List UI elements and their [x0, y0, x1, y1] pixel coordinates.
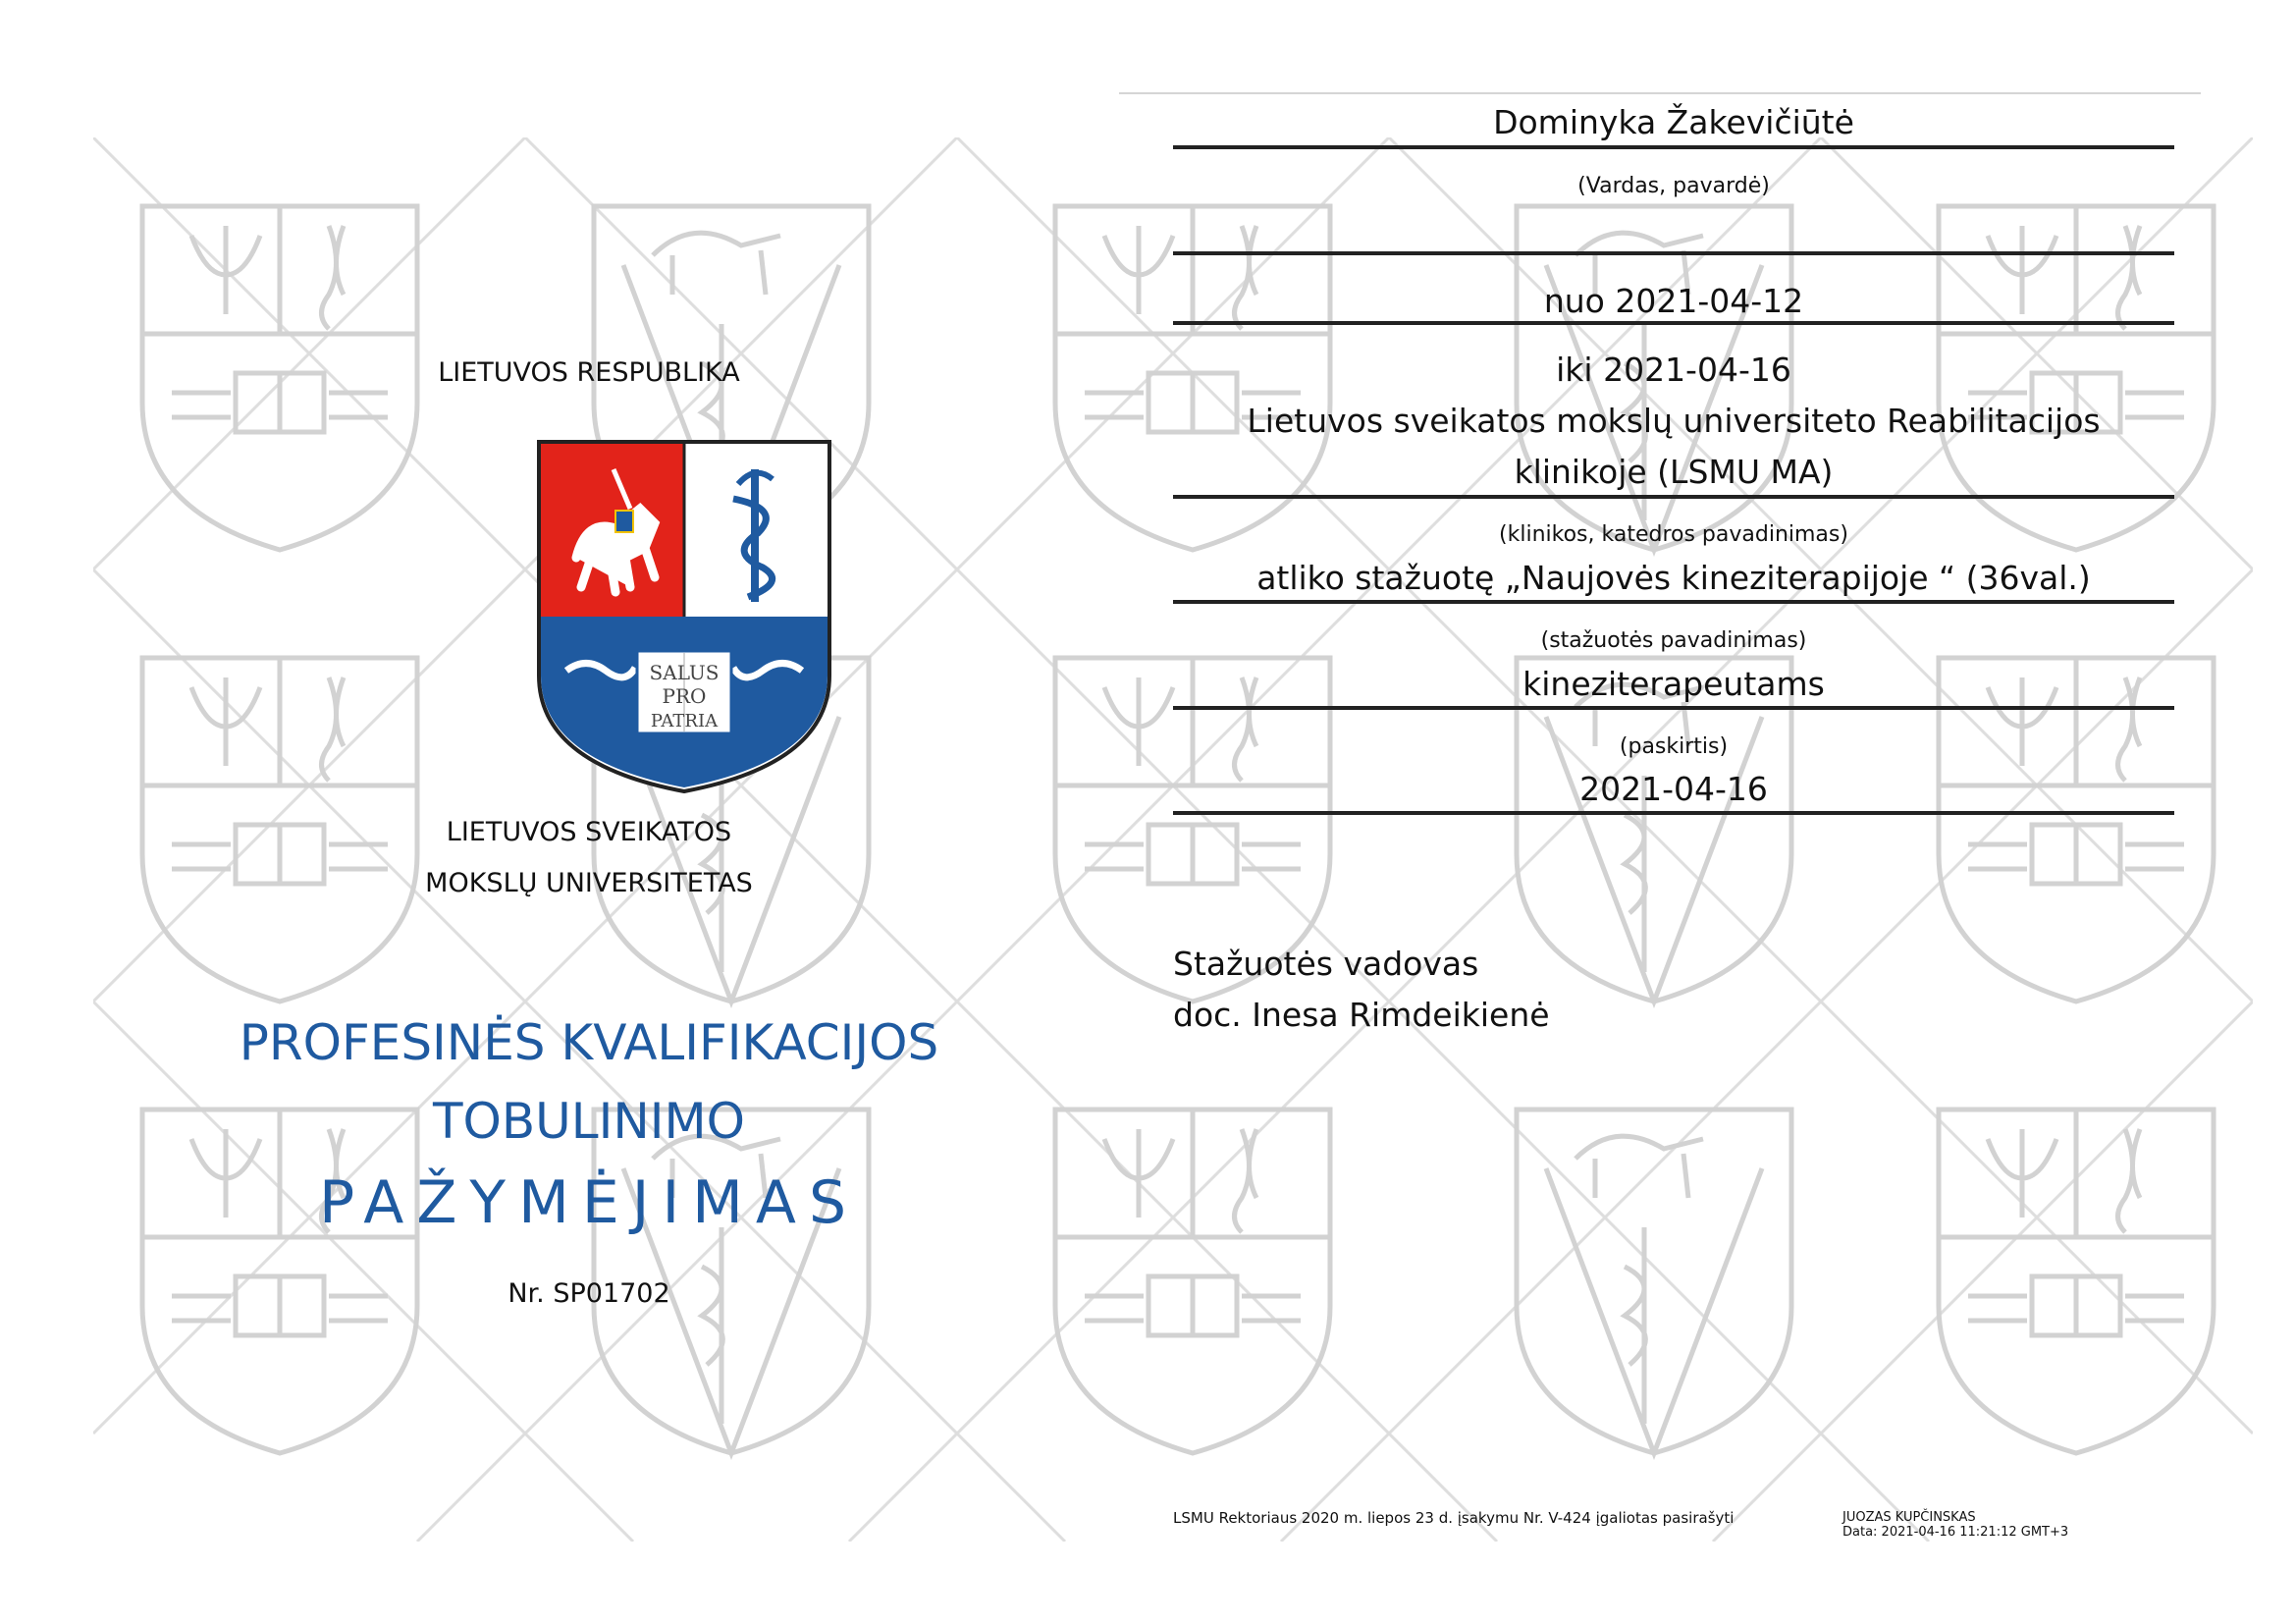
authorization-note: LSMU Rektoriaus 2020 m. liepos 23 d. įsakymu Nr. V-424 įgaliotas pasirašyti	[1173, 1509, 1735, 1527]
university-line-1: LIETUVOS SVEIKATOS	[446, 817, 732, 847]
internship-caption: (stažuotės pavadinimas)	[1540, 628, 1807, 653]
audience: kineziterapeutams	[1522, 665, 1825, 703]
country-name: LIETUVOS RESPUBLIKA	[438, 357, 740, 388]
clinic-line-1: Lietuvos sveikatos mokslų universiteto Reabilitacijos	[1247, 402, 2101, 440]
signer-name: JUOZAS KUPČINSKAS	[1842, 1510, 1976, 1525]
audience-underline	[1173, 706, 2174, 710]
university-crest	[537, 440, 831, 793]
date-from: nuo 2021-04-12	[1543, 282, 1804, 320]
page-top-divider	[1119, 92, 2201, 94]
title-line-2: TOBULINIMO	[432, 1093, 746, 1150]
date-from-underline	[1173, 321, 2174, 325]
university-name	[93, 807, 1085, 909]
title-line-1: PROFESINĖS KVALIFIKACIJOS	[239, 1014, 939, 1071]
university-line-2: MOKSLŲ UNIVERSITETAS	[425, 868, 753, 898]
clinic-caption: (klinikos, katedros pavadinimas)	[1499, 522, 1848, 547]
recipient-name: Dominyka Žakevičiūtė	[1493, 103, 1854, 141]
crest-motto-3: PATRIA	[650, 711, 719, 731]
certificate-title	[93, 1003, 1085, 1161]
supervisor-name: doc. Inesa Rimdeikienė	[1173, 996, 1550, 1034]
document-type: PAŽYMĖJIMAS	[318, 1168, 860, 1237]
audience-caption: (paskirtis)	[1619, 734, 1729, 759]
date-to: iki 2021-04-16	[1556, 351, 1791, 389]
name-caption: (Vardas, pavardė)	[1577, 174, 1770, 198]
e-signature	[1842, 1510, 2068, 1540]
certificate-number: Nr. SP01702	[507, 1278, 670, 1309]
issue-date: 2021-04-16	[1579, 770, 1768, 808]
name-underline	[1173, 145, 2174, 149]
signer-date: Data: 2021-04-16 11:21:12 GMT+3	[1842, 1525, 2069, 1540]
certificate-cover	[93, 0, 1085, 1624]
crest-motto-2: PRO	[662, 684, 707, 708]
clinic-line-2: klinikoje (LSMU MA)	[1514, 453, 1834, 491]
internship-title: atliko stažuotę „Naujovės kineziterapijoje “ (36val.)	[1256, 559, 2091, 597]
clinic-underline	[1173, 495, 2174, 499]
certificate-details	[1119, 0, 2209, 1624]
issue-date-underline	[1173, 811, 2174, 815]
internship-underline	[1173, 600, 2174, 604]
supervisor-label: Stažuotės vadovas	[1173, 945, 1479, 983]
blank-underline	[1173, 251, 2174, 255]
crest-motto-1: SALUS	[649, 661, 720, 684]
